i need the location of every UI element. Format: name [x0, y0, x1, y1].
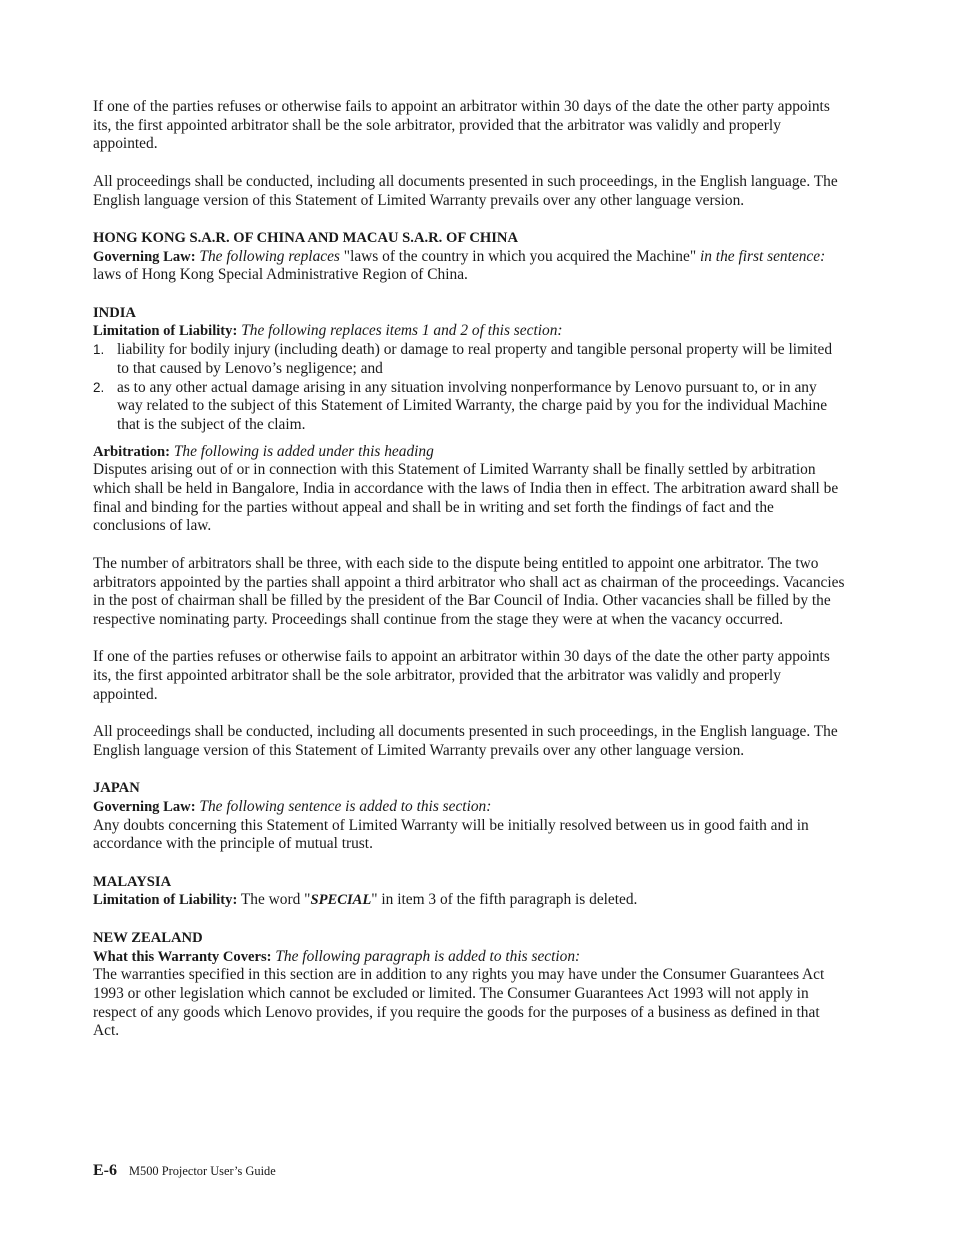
list-number: 2. — [93, 379, 105, 395]
india-liability-list — [93, 341, 845, 435]
liability-label: Limitation of Liability: — [93, 892, 238, 909]
malaysia-text-2: " in item 3 of the fifth paragraph is deleted. — [371, 891, 638, 909]
intro-text: The following replaces — [199, 247, 340, 265]
arbitration-label: Arbitration: — [93, 443, 171, 460]
malaysia-liability — [93, 891, 845, 910]
governing-law-label: Governing Law: — [93, 798, 196, 815]
heading-hong-kong: HONG KONG S.A.R. OF CHINA AND MACAU S.A.R. OF CHINA — [93, 229, 518, 246]
malaysia-text-1: The word " — [240, 891, 311, 909]
india-arbitration-p1: Disputes arising out of or in connection with this Statement of Limited Warranty shall be finally settled by arbitration which shall be held in Bangalore, India in accordance with the laws of India then in effect. The arbitration award shall be final and binding for the parties without appeal and shall be in writing and set forth the findings of fact and the conclusions of law. — [93, 461, 839, 535]
liability-intro: The following replaces items 1 and 2 of this section: — [241, 322, 563, 340]
list-text: liability for bodily injury (including death) or damage to real property and tangible personal property will be limited to that caused by Lenovo’s negligence; and — [117, 341, 833, 377]
page-number: E-6 — [93, 1162, 117, 1179]
heading-india: INDIA — [93, 304, 136, 321]
heading-japan: JAPAN — [93, 780, 140, 797]
india-arbitration-p2: The number of arbitrators shall be three, with each side to the dispute being entitled to appoint one arbitrator. The two arbitrators appointed by the parties shall appoint a third arbitrator who shall act as chairman of the proceedings. Vacancies in the post of chairman shall be filled by the president of the Bar Council of India. Other vacancies shall be filled by the respective nominating party. Proceedings shall continue from the stage they were at when the vacancy occurred. — [93, 554, 845, 628]
special-word: SPECIAL — [310, 892, 372, 909]
paragraph-arbitration-appointment: If one of the parties refuses or otherwise fails to appoint an arbitrator within 30 days of the date the other party appoints its, the first appointed arbitrator shall be the sole arbitrator, provided that the arbitrator was validly and properly appointed. — [93, 98, 830, 153]
coverage-label: What this Warranty Covers: — [93, 948, 272, 965]
india-liability — [93, 322, 845, 341]
heading-malaysia: MALAYSIA — [93, 873, 172, 890]
hong-kong-governing-law — [93, 248, 845, 267]
quoted-text: "laws of the country in which you acquired the Machine" — [343, 247, 697, 265]
intro-text: The following sentence is added to this section: — [199, 797, 492, 815]
new-zealand-text: The warranties specified in this section are in addition to any rights you may have under the Consumer Guarantees Act 1993 or other legislation which cannot be excluded or limited. The Consumer Guarantees Act 1993 will not apply in respect of any goods which Lenovo provides, if you require the goods for the purposes of a business as defined in that Act. — [93, 966, 825, 1040]
new-zealand-coverage — [93, 948, 845, 967]
india-arbitration-p4: All proceedings shall be conducted, including all documents presented in such proceedings, in the English language. The English language version of this Statement of Limited Warranty prevails over any other language version. — [93, 723, 838, 759]
india-arbitration-p3: If one of the parties refuses or otherwise fails to appoint an arbitrator within 30 days of the date the other party appoints its, the first appointed arbitrator shall be the sole arbitrator, provided that the arbitrator was validly and properly appointed. — [93, 648, 830, 703]
page-footer — [93, 1162, 276, 1180]
list-text: as to any other actual damage arising in any situation involving nonperformance by Lenovo pursuant to, or in any way related to the subject of this Statement of Limited Warranty, the charge paid by you for the individual Machine that is the subject of the claim. — [117, 378, 828, 433]
japan-governing-law — [93, 798, 845, 817]
list-number: 1. — [93, 342, 105, 358]
document-title: M500 Projector User’s Guide — [129, 1164, 276, 1178]
hong-kong-law-text: laws of Hong Kong Special Administrative Region of China. — [93, 266, 468, 284]
paragraph-language: All proceedings shall be conducted, including all documents presented in such proceedings, in the English language. The English language version of this Statement of Limited Warranty prevails over any other language version. — [93, 172, 838, 209]
governing-law-label: Governing Law: — [93, 248, 196, 265]
page-body — [93, 98, 845, 1041]
japan-text: Any doubts concerning this Statement of Limited Warranty will be initially resolved between us in good faith and in accordance with the principle of mutual trust. — [93, 816, 809, 853]
india-arbitration — [93, 443, 845, 462]
intro-text-2: in the first sentence: — [699, 247, 826, 265]
intro-text: The following paragraph is added to this section: — [275, 947, 581, 965]
arbitration-intro: The following is added under this heading — [173, 442, 434, 460]
list-item — [93, 379, 845, 435]
liability-label: Limitation of Liability: — [93, 323, 238, 340]
list-item — [93, 341, 845, 378]
heading-new-zealand: NEW ZEALAND — [93, 929, 203, 946]
